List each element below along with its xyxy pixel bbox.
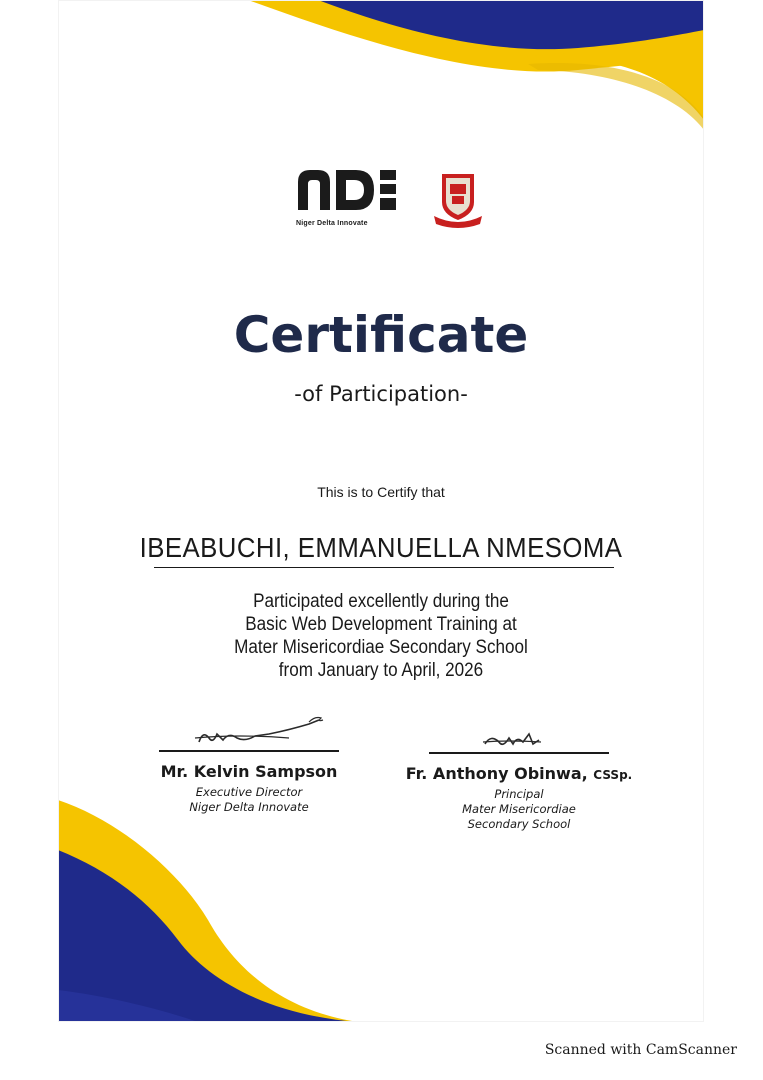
description-line: from January to April, 2026 <box>278 660 484 681</box>
signatory-role-line: Mater Misericordiae <box>462 801 576 816</box>
signatory-role-line: Principal <box>494 786 544 801</box>
scanner-watermark: Scanned with CamScanner <box>544 1042 737 1058</box>
signatory-name: Fr. Anthony Obinwa, CSSp. <box>405 763 633 783</box>
certificate <box>58 0 704 1022</box>
school-crest-icon <box>430 168 486 228</box>
handwritten-signature <box>159 712 339 750</box>
description-line: Mater Misericordiae Secondary School <box>234 637 528 658</box>
signatory-role-line: Secondary School <box>467 816 571 831</box>
participation-description <box>58 590 704 682</box>
bottom-wave-decoration <box>58 790 704 1022</box>
top-wave-decoration <box>58 0 704 130</box>
handwritten-signature <box>429 722 609 752</box>
certificate-subtitle: -of Participation- <box>294 382 468 406</box>
certify-statement: This is to Certify that <box>317 484 445 500</box>
certificate-title: Certificate <box>233 306 529 364</box>
ndi-logo-tagline: Niger Delta Innovate <box>296 220 368 227</box>
signature-line <box>429 752 609 754</box>
ndi-logo <box>296 166 400 234</box>
description-line: Participated excellently during the <box>253 591 509 612</box>
signature-line <box>159 750 339 752</box>
signatory-role-line: Executive Director <box>195 784 303 799</box>
ndi-logo-mark <box>296 166 400 212</box>
signatory-name: Mr. Kelvin Sampson <box>160 761 338 781</box>
recipient-name-underline <box>154 567 614 568</box>
recipient-name: IBEABUCHI, EMMANUELLA NMESOMA <box>139 532 623 563</box>
signatory-role-line: Niger Delta Innovate <box>189 799 309 814</box>
description-line: Basic Web Development Training at <box>245 614 517 635</box>
